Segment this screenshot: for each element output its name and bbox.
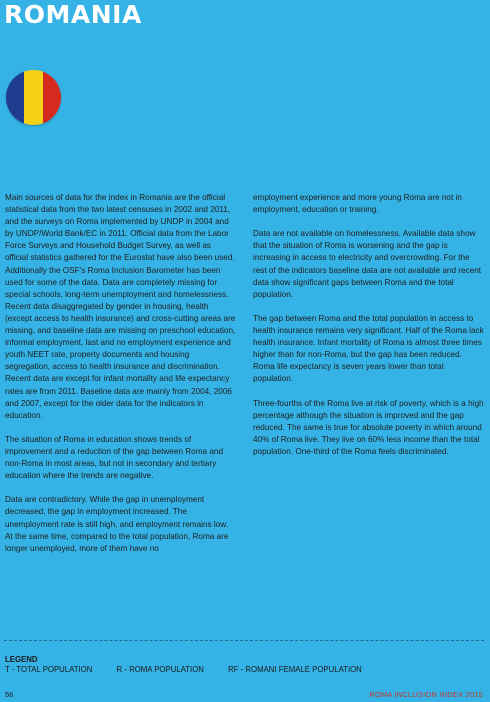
paragraph-housing: Data are not available on homelessness. Available data show that the situation of Roma is worsening and the gap is increasing in access to electricity and overcrowding. For the rest of the indicators baseline data are not available and recent data show significant gaps between Roma and the total population.: [253, 229, 482, 299]
paragraph-education: The situation of Roma in education shows trends of improvement and a reduction of the gap between Roma and non-Roma in most areas, but not in secondary and tertiary education where the trends are negative.: [5, 434, 224, 481]
running-title: ROMA INCLUSION INDEX 2015: [369, 690, 483, 699]
flag-band-blue: [6, 70, 24, 125]
legend-item-total: T - TOTAL POPULATION: [5, 665, 93, 674]
romania-flag-icon: [6, 70, 61, 125]
paragraph-data-sources: Main sources of data for the index in Romania are the official statistical data from the two latest censuses in 2002 and 2011, and the surveys on Roma implemented by UNDP in 2004 and by UNDP/World Bank/EC in 2011. Official data from the Labor Force Surveys and Household Budget Survey, as well as official statistics gathered for the Eurostat have also been used. Additionally the OSF's Roma Inclusion Barometer has been used for some of the data. Data are completely missing for special schools, long-term unemployment and homelessness. Recent data disaggregated by gender in housing, health (except access to health insurance) and cross-cutting areas are missing, and baseline data are missing on preschool education, informal employment, last and no employment experience and youth NEET rate, property documents and housing segregation, access to health insurance and discrimination. Recent data are except for infant mortality and life expectancy rates are from 2011. Baseline data are mainly from 2004, 2006 and 2007, except for the older data for the indicators in education.: [5, 193, 236, 420]
legend-title: LEGEND: [5, 655, 38, 664]
legend-items: [5, 665, 384, 674]
flag-band-yellow: [24, 70, 42, 125]
flag-band-red: [43, 70, 61, 125]
page-title: ROMANIA: [4, 0, 142, 29]
paragraph-health: The gap between Roma and the total population in access to health insurance remains very significant. Half of the Roma lack health insurance. Infant mortality of Roma is almost three times higher than for non-Roma, but the gap has been reduced. Roma life expectancy is seven years lower than total population.: [253, 313, 484, 384]
page-number: 56: [5, 690, 14, 699]
body-column-left: [5, 192, 236, 567]
paragraph-employment-continued: employment experience and more young Roma are not in employment, education or training.: [253, 193, 462, 215]
legend-item-romani-female: RF - ROMANI FEMALE POPULATION: [228, 665, 362, 674]
legend-divider: [4, 640, 484, 641]
legend-item-roma: R - ROMA POPULATION: [116, 665, 204, 674]
body-column-right: [253, 192, 484, 470]
paragraph-poverty: Three-fourths of the Roma live at risk of poverty, which is a high percentage although the situation is improved and the gap reduced. The same is true for absolute poverty in which around 40% of Roma live. They live on 60% less income than the total population. One-third of the Roma feels discriminated.: [253, 398, 484, 456]
paragraph-employment: Data are contradictory. While the gap in unemployment decreased, the gap in employment increased. The unemployment rate is still high, and employment remains low. At the same time, compared to the total population, Roma are longer unemployed, more of them have no: [5, 495, 229, 553]
